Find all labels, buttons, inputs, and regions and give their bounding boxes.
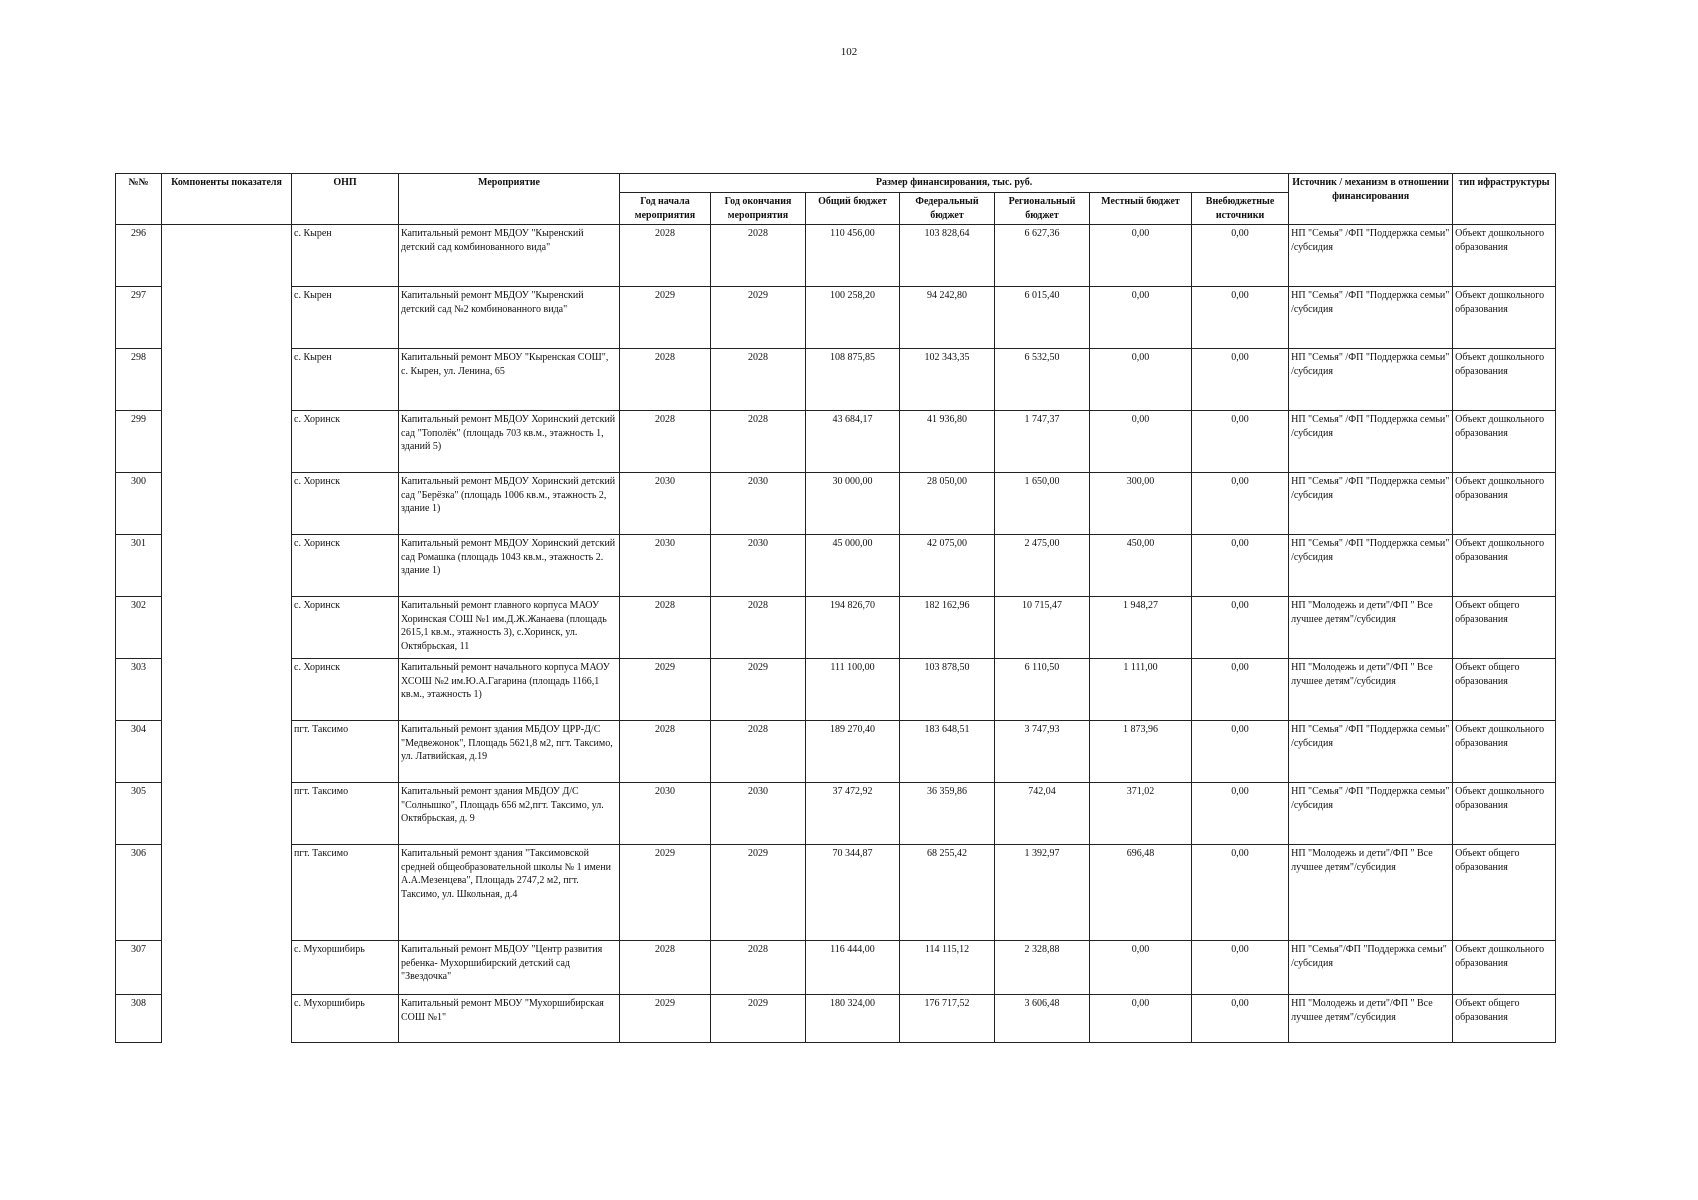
year-end-cell: 2028: [711, 941, 806, 995]
regional-budget-cell: 10 715,47: [995, 597, 1090, 659]
onp-cell: с. Кырен: [292, 225, 399, 287]
table-row: [116, 349, 1556, 411]
year-start-cell: 2028: [620, 411, 711, 473]
row-number: 299: [116, 411, 162, 473]
source-cell: НП "Семья" /ФП "Поддержка семьи" /субсидия: [1289, 783, 1453, 845]
header-financing: Размер финансирования, тыс. руб.: [620, 174, 1289, 193]
local-budget-cell: 0,00: [1090, 287, 1192, 349]
event-cell: Капитальный ремонт МБДОУ Хоринский детский сад "Берёзка" (площадь 1006 кв.м., этажность 2, здание 1): [399, 473, 620, 535]
event-cell: Капитальный ремонт МБДОУ "Кыренский детский сад комбинованного вида": [399, 225, 620, 287]
header-regional: Региональный бюджет: [995, 193, 1090, 225]
event-cell: Капитальный ремонт здания МБДОУ Д/С "Солнышко", Площадь 656 м2,пгт. Таксимо, ул. Октябрьская, д. 9: [399, 783, 620, 845]
header-component: Компоненты показателя: [162, 174, 292, 225]
federal-budget-cell: 41 936,80: [900, 411, 995, 473]
financing-table: [115, 173, 1556, 1043]
extra-budget-cell: 0,00: [1192, 783, 1289, 845]
year-start-cell: 2028: [620, 225, 711, 287]
component-cell: [162, 349, 292, 411]
infra-type-cell: Объект дошкольного образования: [1453, 783, 1556, 845]
extra-budget-cell: 0,00: [1192, 721, 1289, 783]
year-end-cell: 2030: [711, 783, 806, 845]
extra-budget-cell: 0,00: [1192, 411, 1289, 473]
infra-type-cell: Объект дошкольного образования: [1453, 225, 1556, 287]
total-budget-cell: 189 270,40: [806, 721, 900, 783]
infra-type-cell: Объект дошкольного образования: [1453, 349, 1556, 411]
table-row: [116, 287, 1556, 349]
infra-type-cell: Объект общего образования: [1453, 845, 1556, 941]
header-local: Местный бюджет: [1090, 193, 1192, 225]
local-budget-cell: 1 873,96: [1090, 721, 1192, 783]
component-cell: [162, 411, 292, 473]
regional-budget-cell: 6 110,50: [995, 659, 1090, 721]
component-cell: [162, 659, 292, 721]
source-cell: НП "Молодежь и дети"/ФП " Все лучшее детям"/субсидия: [1289, 845, 1453, 941]
total-budget-cell: 116 444,00: [806, 941, 900, 995]
table-row: [116, 473, 1556, 535]
component-cell: [162, 941, 292, 995]
row-number: 304: [116, 721, 162, 783]
federal-budget-cell: 28 050,00: [900, 473, 995, 535]
row-number: 297: [116, 287, 162, 349]
local-budget-cell: 0,00: [1090, 995, 1192, 1043]
federal-budget-cell: 42 075,00: [900, 535, 995, 597]
header-num: №№: [116, 174, 162, 225]
component-cell: [162, 473, 292, 535]
table-row: [116, 721, 1556, 783]
extra-budget-cell: 0,00: [1192, 659, 1289, 721]
regional-budget-cell: 6 015,40: [995, 287, 1090, 349]
onp-cell: пгт. Таксимо: [292, 845, 399, 941]
year-start-cell: 2030: [620, 473, 711, 535]
header-infra: тип ифраструктуры: [1453, 174, 1556, 225]
source-cell: НП "Семья" /ФП "Поддержка семьи" /субсидия: [1289, 411, 1453, 473]
year-end-cell: 2029: [711, 659, 806, 721]
onp-cell: пгт. Таксимо: [292, 721, 399, 783]
year-end-cell: 2029: [711, 845, 806, 941]
component-cell: [162, 535, 292, 597]
year-start-cell: 2030: [620, 535, 711, 597]
total-budget-cell: 30 000,00: [806, 473, 900, 535]
local-budget-cell: 300,00: [1090, 473, 1192, 535]
row-number: 300: [116, 473, 162, 535]
federal-budget-cell: 103 828,64: [900, 225, 995, 287]
header-extra: Внебюджетные источники: [1192, 193, 1289, 225]
total-budget-cell: 111 100,00: [806, 659, 900, 721]
regional-budget-cell: 1 650,00: [995, 473, 1090, 535]
extra-budget-cell: 0,00: [1192, 941, 1289, 995]
onp-cell: с. Мухоршибирь: [292, 941, 399, 995]
year-start-cell: 2028: [620, 721, 711, 783]
federal-budget-cell: 36 359,86: [900, 783, 995, 845]
year-end-cell: 2029: [711, 287, 806, 349]
extra-budget-cell: 0,00: [1192, 845, 1289, 941]
regional-budget-cell: 6 627,36: [995, 225, 1090, 287]
regional-budget-cell: 2 475,00: [995, 535, 1090, 597]
year-end-cell: 2029: [711, 995, 806, 1043]
row-number: 305: [116, 783, 162, 845]
event-cell: Капитальный ремонт МБОУ "Кыренская СОШ", с. Кырен, ул. Ленина, 65: [399, 349, 620, 411]
infra-type-cell: Объект общего образования: [1453, 659, 1556, 721]
onp-cell: с. Кырен: [292, 287, 399, 349]
source-cell: НП "Молодежь и дети"/ФП " Все лучшее детям"/субсидия: [1289, 995, 1453, 1043]
source-cell: НП "Семья" /ФП "Поддержка семьи" /субсидия: [1289, 349, 1453, 411]
federal-budget-cell: 183 648,51: [900, 721, 995, 783]
extra-budget-cell: 0,00: [1192, 473, 1289, 535]
regional-budget-cell: 742,04: [995, 783, 1090, 845]
source-cell: НП "Семья" /ФП "Поддержка семьи" /субсидия: [1289, 287, 1453, 349]
year-start-cell: 2029: [620, 287, 711, 349]
extra-budget-cell: 0,00: [1192, 349, 1289, 411]
year-start-cell: 2030: [620, 783, 711, 845]
extra-budget-cell: 0,00: [1192, 287, 1289, 349]
federal-budget-cell: 103 878,50: [900, 659, 995, 721]
year-end-cell: 2030: [711, 473, 806, 535]
infra-type-cell: Объект дошкольного образования: [1453, 287, 1556, 349]
row-number: 303: [116, 659, 162, 721]
local-budget-cell: 1 111,00: [1090, 659, 1192, 721]
local-budget-cell: 0,00: [1090, 225, 1192, 287]
row-number: 307: [116, 941, 162, 995]
event-cell: Капитальный ремонт МБДОУ Хоринский детский сад "Тополёк" (площадь 703 кв.м., этажность 1, зданий 5): [399, 411, 620, 473]
header-year-end: Год окончания мероприятия: [711, 193, 806, 225]
onp-cell: с. Хоринск: [292, 411, 399, 473]
year-start-cell: 2029: [620, 845, 711, 941]
table-row: [116, 597, 1556, 659]
component-cell: [162, 783, 292, 845]
row-number: 301: [116, 535, 162, 597]
component-cell: [162, 597, 292, 659]
local-budget-cell: 1 948,27: [1090, 597, 1192, 659]
component-cell: [162, 287, 292, 349]
header-federal: Федеральный бюджет: [900, 193, 995, 225]
federal-budget-cell: 182 162,96: [900, 597, 995, 659]
event-cell: Капитальный ремонт главного корпуса МАОУ Хоринская СОШ №1 им.Д.Ж.Жанаева (площадь 2615,1 кв.м., этажность 3), с.Хоринск, ул. Октябрьская, 11: [399, 597, 620, 659]
regional-budget-cell: 2 328,88: [995, 941, 1090, 995]
infra-type-cell: Объект дошкольного образования: [1453, 411, 1556, 473]
table-body: [116, 225, 1556, 1043]
year-end-cell: 2028: [711, 411, 806, 473]
row-number: 308: [116, 995, 162, 1043]
row-number: 296: [116, 225, 162, 287]
infra-type-cell: Объект общего образования: [1453, 597, 1556, 659]
table-row: [116, 535, 1556, 597]
table-row: [116, 411, 1556, 473]
source-cell: НП "Семья" /ФП "Поддержка семьи" /субсидия: [1289, 225, 1453, 287]
onp-cell: с. Хоринск: [292, 473, 399, 535]
table-row: [116, 225, 1556, 287]
event-cell: Капитальный ремонт начального корпуса МАОУ ХСОШ №2 им.Ю.А.Гагарина (площадь 1166,1 кв.м., этажность 1): [399, 659, 620, 721]
local-budget-cell: 0,00: [1090, 411, 1192, 473]
table-row: [116, 659, 1556, 721]
year-start-cell: 2028: [620, 349, 711, 411]
onp-cell: с. Хоринск: [292, 597, 399, 659]
year-end-cell: 2028: [711, 721, 806, 783]
federal-budget-cell: 114 115,12: [900, 941, 995, 995]
row-number: 302: [116, 597, 162, 659]
onp-cell: пгт. Таксимо: [292, 783, 399, 845]
year-end-cell: 2030: [711, 535, 806, 597]
total-budget-cell: 43 684,17: [806, 411, 900, 473]
row-number: 298: [116, 349, 162, 411]
event-cell: Капитальный ремонт МБДОУ "Кыренский детский сад №2 комбинованного вида": [399, 287, 620, 349]
source-cell: НП "Семья" /ФП "Поддержка семьи" /субсидия: [1289, 721, 1453, 783]
extra-budget-cell: 0,00: [1192, 597, 1289, 659]
onp-cell: с. Мухоршибирь: [292, 995, 399, 1043]
page-number: 102: [840, 46, 858, 58]
federal-budget-cell: 102 343,35: [900, 349, 995, 411]
regional-budget-cell: 6 532,50: [995, 349, 1090, 411]
total-budget-cell: 180 324,00: [806, 995, 900, 1043]
event-cell: Капитальный ремонт здания МБДОУ ЦРР-Д/С "Медвежонок", Площадь 5621,8 м2, пгт. Таксимо, ул. Латвийская, д.19: [399, 721, 620, 783]
event-cell: Капитальный ремонт МБДОУ Хоринский детский сад Ромашка (площадь 1043 кв.м., этажность 2. здание 1): [399, 535, 620, 597]
component-cell: [162, 721, 292, 783]
component-cell: [162, 845, 292, 941]
total-budget-cell: 100 258,20: [806, 287, 900, 349]
infra-type-cell: Объект общего образования: [1453, 995, 1556, 1043]
total-budget-cell: 37 472,92: [806, 783, 900, 845]
infra-type-cell: Объект дошкольного образования: [1453, 941, 1556, 995]
total-budget-cell: 108 875,85: [806, 349, 900, 411]
extra-budget-cell: 0,00: [1192, 225, 1289, 287]
header-total: Общий бюджет: [806, 193, 900, 225]
event-cell: Капитальный ремонт МБДОУ "Центр развития ребенка- Мухоршибирский детский сад "Звездочка": [399, 941, 620, 995]
source-cell: НП "Семья" /ФП "Поддержка семьи" /субсидия: [1289, 473, 1453, 535]
local-budget-cell: 0,00: [1090, 349, 1192, 411]
event-cell: Капитальный ремонт МБОУ "Мухоршибирская СОШ №1": [399, 995, 620, 1043]
component-cell: [162, 995, 292, 1043]
onp-cell: с. Хоринск: [292, 659, 399, 721]
table-row: [116, 783, 1556, 845]
federal-budget-cell: 68 255,42: [900, 845, 995, 941]
table-row: [116, 941, 1556, 995]
total-budget-cell: 70 344,87: [806, 845, 900, 941]
total-budget-cell: 194 826,70: [806, 597, 900, 659]
component-cell: [162, 225, 292, 287]
source-cell: НП "Молодежь и дети"/ФП " Все лучшее детям"/субсидия: [1289, 659, 1453, 721]
year-start-cell: 2029: [620, 659, 711, 721]
total-budget-cell: 110 456,00: [806, 225, 900, 287]
onp-cell: с. Кырен: [292, 349, 399, 411]
table-row: [116, 995, 1556, 1043]
header-source: Источник / механизм в отношении финансирования: [1289, 174, 1453, 225]
year-start-cell: 2029: [620, 995, 711, 1043]
year-start-cell: 2028: [620, 597, 711, 659]
year-end-cell: 2028: [711, 349, 806, 411]
federal-budget-cell: 94 242,80: [900, 287, 995, 349]
infra-type-cell: Объект дошкольного образования: [1453, 721, 1556, 783]
header-onp: ОНП: [292, 174, 399, 225]
federal-budget-cell: 176 717,52: [900, 995, 995, 1043]
row-number: 306: [116, 845, 162, 941]
source-cell: НП "Молодежь и дети"/ФП " Все лучшее детям"/субсидия: [1289, 597, 1453, 659]
regional-budget-cell: 3 747,93: [995, 721, 1090, 783]
year-end-cell: 2028: [711, 597, 806, 659]
source-cell: НП "Семья" /ФП "Поддержка семьи" /субсидия: [1289, 535, 1453, 597]
event-cell: Капитальный ремонт здания "Таксимовской средней общеобразовательной школы № 1 имени А.А.Мезенцева", Площадь 2747,2 м2, пгт. Таксимо, ул. Школьная, д.4: [399, 845, 620, 941]
total-budget-cell: 45 000,00: [806, 535, 900, 597]
infra-type-cell: Объект дошкольного образования: [1453, 535, 1556, 597]
source-cell: НП "Семья"/ФП "Поддержка семьи" /субсидия: [1289, 941, 1453, 995]
onp-cell: с. Хоринск: [292, 535, 399, 597]
regional-budget-cell: 1 392,97: [995, 845, 1090, 941]
local-budget-cell: 450,00: [1090, 535, 1192, 597]
table-row: [116, 845, 1556, 941]
year-start-cell: 2028: [620, 941, 711, 995]
local-budget-cell: 696,48: [1090, 845, 1192, 941]
local-budget-cell: 371,02: [1090, 783, 1192, 845]
infra-type-cell: Объект дошкольного образования: [1453, 473, 1556, 535]
header-year-start: Год начала мероприятия: [620, 193, 711, 225]
extra-budget-cell: 0,00: [1192, 535, 1289, 597]
extra-budget-cell: 0,00: [1192, 995, 1289, 1043]
regional-budget-cell: 3 606,48: [995, 995, 1090, 1043]
local-budget-cell: 0,00: [1090, 941, 1192, 995]
year-end-cell: 2028: [711, 225, 806, 287]
header-event: Мероприятие: [399, 174, 620, 225]
regional-budget-cell: 1 747,37: [995, 411, 1090, 473]
